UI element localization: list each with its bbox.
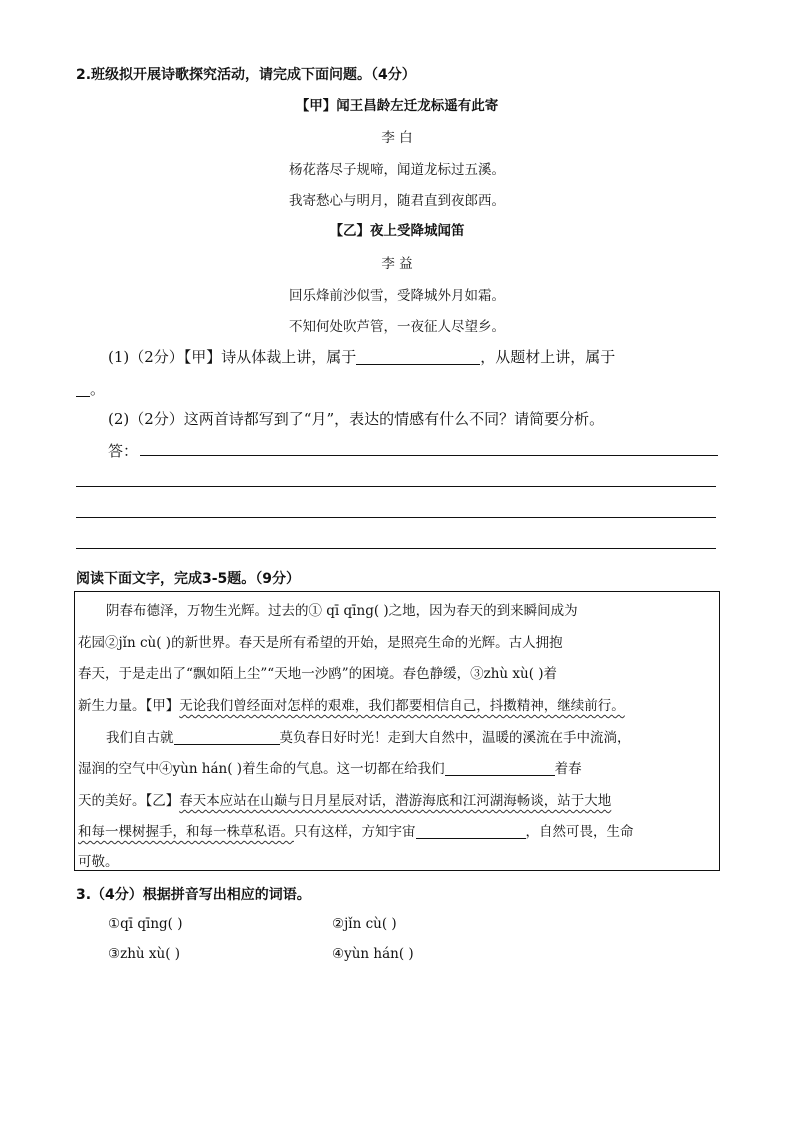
poem-a-line-1: 杨花落尽子规啼，闻道龙标过五溪。 bbox=[289, 162, 505, 178]
wavy-underlined-sentence-b-cont: 和每一棵树握手，和每一株草私语。 bbox=[78, 824, 294, 840]
reading-heading: 阅读下面文字，完成3-5题。（9分） bbox=[76, 571, 301, 587]
poem-b-author: 李 益 bbox=[381, 256, 413, 272]
answer-line-2[interactable] bbox=[76, 486, 716, 487]
question-3-heading: 3.（4分）根据拼音写出相应的词语。 bbox=[76, 887, 311, 903]
passage-line: 春天，于是走出了“飘如陌上尘”“天地一沙鸥”的困境。春色静缓，③zhù xù( )着 bbox=[78, 666, 558, 682]
passage-segment: 天的美好。【乙】 bbox=[78, 793, 180, 809]
passage-line: 花园②jǐn cù( )的新世界。春天是所有希望的开始，是照亮生命的光辉。古人拥抱 bbox=[78, 635, 563, 651]
passage-segment: 湿润的空气中④yùn hán( )着生命的气息。这一切都在给我们 bbox=[78, 761, 445, 777]
poem-a-author: 李 白 bbox=[381, 130, 413, 146]
passage-segment: 莫负春日好时光！走到大自然中，温暖的溪流在手中流淌， bbox=[279, 730, 631, 746]
sub-question-1-text-2: ，从题材上讲，属于 bbox=[480, 348, 616, 366]
wavy-underlined-sentence-b: 春天本应站在山巅与日月星辰对话，潜游海底和江河湖海畅谈，站于大地 bbox=[179, 793, 612, 809]
answer-label: 答： bbox=[108, 442, 139, 460]
theme-answer-blank[interactable] bbox=[76, 381, 90, 397]
idiom-blank-2[interactable] bbox=[445, 760, 555, 776]
passage-segment: 新生力量。【甲】 bbox=[78, 698, 180, 714]
passage-segment: 着春 bbox=[554, 761, 582, 777]
passage-segment: 只有这样，方知宇宙 bbox=[294, 824, 416, 840]
passage-line: 可敬。 bbox=[78, 854, 119, 870]
sub-question-1-text: (1)（2分）【甲】诗从体裁上讲，属于 bbox=[108, 348, 357, 366]
passage-segment: 我们自古就 bbox=[106, 730, 174, 746]
pinyin-item-4[interactable]: ④yùn hán( ) bbox=[332, 946, 414, 962]
sub-question-1 bbox=[108, 346, 615, 367]
passage-line bbox=[78, 757, 582, 777]
poem-b-line-1: 回乐烽前沙似雪，受降城外月如霜。 bbox=[289, 288, 505, 304]
pinyin-item-1[interactable]: ①qī qīng( ) bbox=[108, 916, 183, 932]
passage-line bbox=[78, 820, 634, 840]
answer-line-4[interactable] bbox=[76, 548, 716, 549]
pinyin-item-2[interactable]: ②jǐn cù( ) bbox=[332, 916, 397, 932]
poem-a-title: 【甲】闻王昌龄左迁龙标遥有此寄 bbox=[295, 98, 499, 114]
question-2-heading: 2.班级拟开展诗歌探究活动，请完成下面问题。（4分） bbox=[76, 67, 416, 83]
passage-segment: ，自然可畏，生命 bbox=[525, 824, 634, 840]
sub-question-1-continuation bbox=[76, 378, 105, 399]
passage-line bbox=[78, 694, 625, 714]
pinyin-item-3[interactable]: ③zhù xù( ) bbox=[108, 946, 181, 962]
sub-question-2: (2)（2分）这两首诗都写到了“月”，表达的情感有什么不同？请简要分析。 bbox=[108, 410, 605, 428]
idiom-blank-3[interactable] bbox=[416, 823, 526, 839]
poem-b-title: 【乙】夜上受降城闻笛 bbox=[329, 223, 465, 239]
idiom-blank-1[interactable] bbox=[174, 729, 280, 745]
genre-answer-blank[interactable] bbox=[356, 349, 480, 365]
poem-b-line-2: 不知何处吹芦管，一夜征人尽望乡。 bbox=[289, 319, 505, 335]
passage-line bbox=[106, 726, 631, 746]
passage-line bbox=[78, 789, 611, 809]
sub-question-1-end: 。 bbox=[90, 380, 106, 398]
answer-line-1[interactable] bbox=[140, 455, 718, 456]
passage-line: 阴春布德泽，万物生光辉。过去的① qī qīng( )之地，因为春天的到来瞬间成为 bbox=[106, 603, 578, 619]
wavy-underlined-sentence-a: 无论我们曾经面对怎样的艰难，我们都要相信自己，抖擞精神，继续前行。 bbox=[179, 698, 625, 714]
answer-line-3[interactable] bbox=[76, 517, 716, 518]
poem-a-line-2: 我寄愁心与明月，随君直到夜郎西。 bbox=[289, 193, 505, 209]
